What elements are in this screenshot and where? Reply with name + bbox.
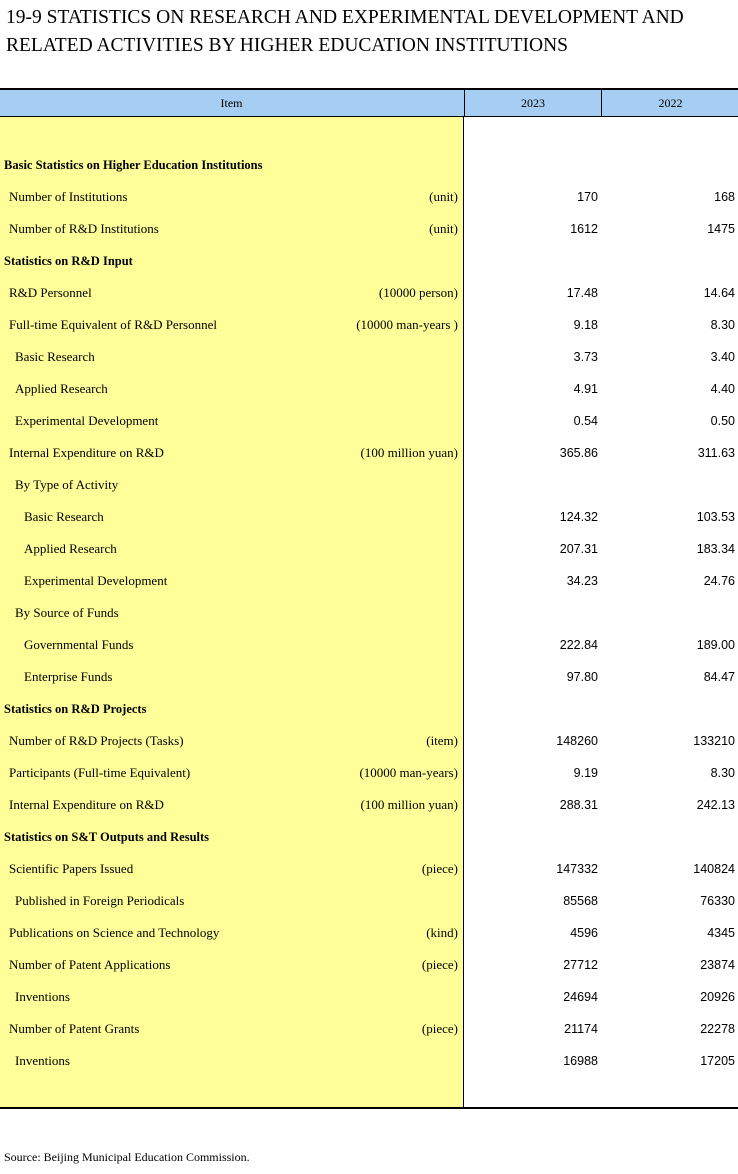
value-2023: 207.31 (559, 542, 598, 556)
row-label: Internal Expenditure on R&D (9, 445, 164, 460)
table-header (0, 88, 738, 117)
page-title (6, 4, 736, 60)
table-row (0, 181, 738, 213)
row-unit: (piece) (421, 1021, 458, 1036)
row-label: Participants (Full-time Equivalent) (9, 765, 191, 780)
row-label: Statistics on S&T Outputs and Results (4, 830, 210, 844)
row-unit: (10000 person) (378, 285, 458, 300)
section-header-row (0, 245, 738, 277)
row-label: Inventions (15, 989, 70, 1004)
row-unit: (10000 man-years ) (356, 317, 458, 332)
table-row (0, 661, 738, 693)
row-label: By Type of Activity (15, 477, 119, 492)
header-year-2022: 2022 (601, 90, 738, 117)
table-row (0, 789, 738, 821)
value-2022: 242.13 (696, 798, 735, 812)
table-row (0, 213, 738, 245)
value-2023: 9.19 (573, 766, 598, 780)
section-header-row (0, 821, 738, 853)
row-unit: (10000 man-years) (359, 765, 458, 780)
value-2023: 288.31 (559, 798, 598, 812)
table-row (0, 501, 738, 533)
value-2023: 85568 (563, 894, 598, 908)
table-row (0, 1045, 738, 1077)
row-label: Basic Statistics on Higher Education Institutions (4, 158, 263, 172)
value-2022: 22278 (700, 1022, 735, 1036)
row-label: Applied Research (15, 381, 108, 396)
row-label: Statistics on R&D Projects (4, 702, 147, 716)
value-2022: 8.30 (710, 766, 735, 780)
value-2023: 3.73 (573, 350, 598, 364)
value-2022: 133210 (693, 734, 735, 748)
row-label: Number of R&D Projects (Tasks) (9, 733, 184, 748)
row-label: Enterprise Funds (24, 669, 113, 684)
title-line-1: 19-9 STATISTICS ON RESEARCH AND EXPERIMENTAL DEVELOPMENT AND (6, 7, 684, 28)
row-label: Number of R&D Institutions (9, 221, 159, 236)
value-2022: 189.00 (696, 638, 735, 652)
value-2022: 0.50 (710, 414, 735, 428)
value-2022: 4345 (707, 926, 735, 940)
table-row (0, 949, 738, 981)
row-unit: (piece) (421, 957, 458, 972)
table-row (0, 405, 738, 437)
value-2022: 103.53 (696, 510, 735, 524)
row-label: Applied Research (24, 541, 117, 556)
row-label: Scientific Papers Issued (9, 861, 134, 876)
value-2023: 4596 (570, 926, 598, 940)
value-2023: 147332 (556, 862, 598, 876)
section-header-row (0, 693, 738, 725)
row-label: Governmental Funds (24, 637, 134, 652)
row-label: Inventions (15, 1053, 70, 1068)
value-2023: 21174 (564, 1022, 598, 1036)
table-row (0, 757, 738, 789)
value-2023: 27712 (563, 958, 598, 972)
value-2023: 16988 (563, 1054, 598, 1068)
table-row (0, 853, 738, 885)
row-label: Publications on Science and Technology (9, 925, 220, 940)
value-2023: 0.54 (573, 414, 598, 428)
value-2022: 76330 (700, 894, 735, 908)
table-row (0, 277, 738, 309)
table-row (0, 341, 738, 373)
row-unit: (piece) (421, 861, 458, 876)
section-header-row (0, 149, 738, 181)
row-label: Number of Patent Grants (9, 1021, 140, 1036)
table-row (0, 437, 738, 469)
value-2023: 148260 (556, 734, 598, 748)
value-2022: 84.47 (703, 670, 735, 684)
value-2023: 97.80 (566, 670, 598, 684)
table-row (0, 565, 738, 597)
row-label: Number of Patent Applications (9, 957, 171, 972)
value-2023: 34.23 (566, 574, 598, 588)
row-label: R&D Personnel (9, 285, 92, 300)
row-unit: (100 million yuan) (360, 445, 458, 460)
table-row (0, 373, 738, 405)
table-row (0, 533, 738, 565)
value-2022: 24.76 (703, 574, 735, 588)
value-2022: 8.30 (710, 318, 735, 332)
table-row (0, 597, 738, 629)
row-unit: (item) (426, 733, 458, 748)
value-2023: 365.86 (559, 446, 598, 460)
value-2022: 20926 (700, 990, 735, 1004)
header-year-2023: 2023 (464, 90, 601, 117)
table-row (0, 917, 738, 949)
value-2022: 14.64 (703, 286, 735, 300)
table-row (0, 469, 738, 501)
value-2023: 24694 (563, 990, 598, 1004)
value-2022: 1475 (707, 222, 735, 236)
source-note: Source: Beijing Municipal Education Commission. (4, 1150, 250, 1164)
statistics-table (0, 88, 738, 1109)
value-2022: 168 (714, 190, 735, 204)
header-item: Item (220, 96, 243, 110)
row-label: Statistics on R&D Input (4, 254, 133, 268)
row-label: Published in Foreign Periodicals (15, 893, 185, 908)
value-2023: 1612 (570, 222, 598, 236)
table-row (0, 629, 738, 661)
table-bottom-rule (0, 1107, 738, 1109)
row-label: Number of Institutions (9, 189, 128, 204)
table-row (0, 725, 738, 757)
value-2022: 17205 (700, 1054, 735, 1068)
table-row (0, 981, 738, 1013)
table-row (0, 309, 738, 341)
row-label: Full-time Equivalent of R&D Personnel (9, 317, 217, 332)
value-2022: 311.63 (697, 446, 735, 460)
row-label: Experimental Development (15, 413, 159, 428)
value-2022: 4.40 (710, 382, 735, 396)
value-2022: 3.40 (710, 350, 735, 364)
row-label: Internal Expenditure on R&D (9, 797, 164, 812)
row-label: Basic Research (24, 509, 104, 524)
table-row (0, 885, 738, 917)
value-2023: 4.91 (573, 382, 598, 396)
value-2023: 170 (577, 190, 598, 204)
row-label: Basic Research (15, 349, 95, 364)
row-label: By Source of Funds (15, 605, 119, 620)
value-2022: 183.34 (696, 542, 735, 556)
value-2023: 17.48 (566, 286, 598, 300)
title-line-2: RELATED ACTIVITIES BY HIGHER EDUCATION INSTITUTIONS (6, 35, 569, 56)
row-label: Experimental Development (24, 573, 168, 588)
row-unit: (100 million yuan) (360, 797, 458, 812)
value-2022: 23874 (700, 958, 735, 972)
row-unit: (unit) (429, 221, 458, 236)
row-unit: (kind) (426, 925, 458, 940)
row-unit: (unit) (429, 189, 458, 204)
value-2023: 124.32 (559, 510, 598, 524)
table-row (0, 1013, 738, 1045)
value-2022: 140824 (693, 862, 735, 876)
value-2023: 222.84 (559, 638, 598, 652)
value-2023: 9.18 (573, 318, 598, 332)
